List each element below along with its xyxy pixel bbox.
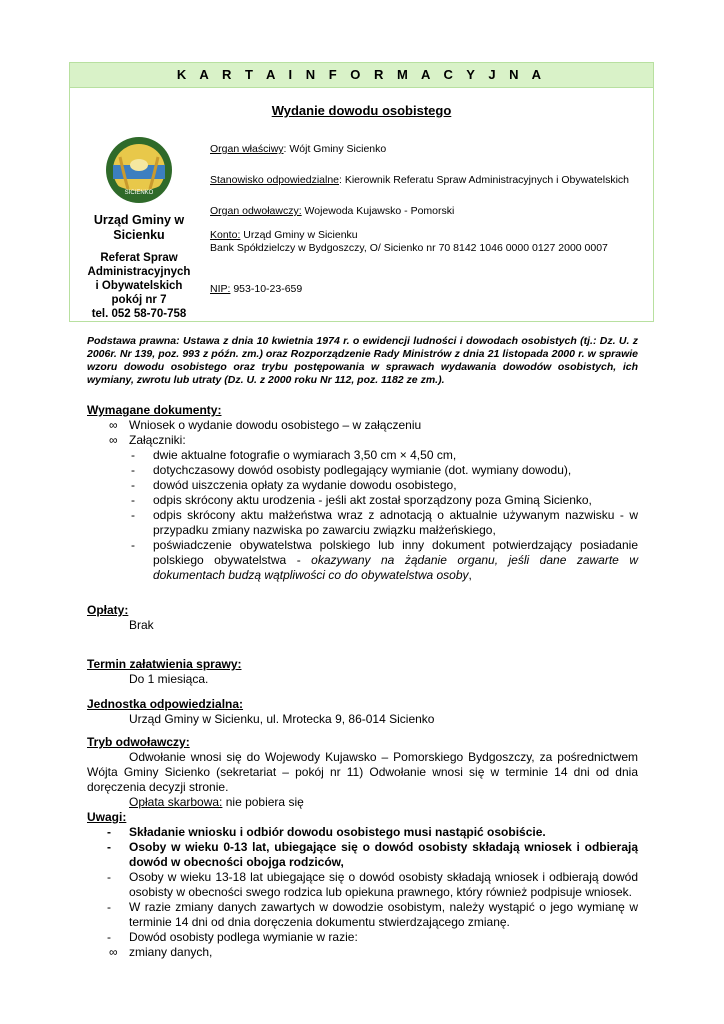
- office-block: [78, 213, 200, 321]
- note-item: - Dowód osobisty podlega wymianie w razie:: [107, 930, 638, 945]
- note-subitem: ∞ zmiany danych,: [109, 945, 638, 960]
- konto-label: Konto:: [210, 229, 241, 241]
- appeal-text: Odwołanie wnosi się do Wojewody Kujawsko – Pomorskiego Bydgoszczy, za pośrednictwem Wójta Gminy Sicienko (sekretariat – pokój nr 11) Odwołanie wnosi się w terminie 14 dni od dnia doręczenia decyzji stronie.: [87, 750, 638, 794]
- unit-heading: Jednostka odpowiedzialna:: [87, 697, 244, 711]
- attachment-item: - dotychczasowy dowód osobisty podlegający wymianie (dot. wymiany dowodu),: [131, 463, 638, 478]
- notes-heading: Uwagi:: [87, 810, 127, 824]
- deadline-value: Do 1 miesiąca.: [129, 672, 209, 686]
- info-card: [69, 62, 654, 322]
- attachment-text: poświadczenie obywatelstwa polskiego lub inny dokument potwierdzający posiadanie polskiego obywatelstwa -: [153, 538, 638, 567]
- notes-list: [87, 825, 638, 945]
- stanowisko-label: Stanowisko odpowiedzialne: [210, 174, 339, 186]
- required-list: [87, 418, 638, 448]
- nip-row: [210, 283, 302, 296]
- konto-value: Urząd Gminy w Sicienku: [240, 229, 358, 241]
- organ-value: : Wójt Gminy Sicienko: [283, 143, 387, 155]
- note-item: - Składanie wniosku i odbiór dowodu osobistego musi nastąpić osobiście.: [107, 825, 638, 840]
- fees-value: Brak: [129, 618, 154, 632]
- attachment-item: - odpis skrócony aktu urodzenia - jeśli akt został sporządzony poza Gminą Sicienko,: [131, 493, 638, 508]
- office-tel: tel. 052 58-70-758: [91, 308, 187, 320]
- deadline-heading: Termin załatwienia sprawy:: [87, 657, 242, 671]
- stamp-fee-row: [87, 795, 638, 810]
- nip-value: 953-10-23-659: [230, 283, 303, 295]
- attachment-end: ,: [468, 568, 472, 582]
- konto-row: [210, 229, 358, 242]
- attachment-item: - odpis skrócony aktu małżeństwa wraz z adnotacją o aktualnie używanym nazwisku - w przypadku zmiany nazwiska po zawarciu związku małżeńskiego,: [131, 508, 638, 538]
- office-room: pokój nr 7: [111, 294, 167, 306]
- attachment-item: - dowód uiszczenia opłaty za wydanie dowodu osobistego,: [131, 478, 638, 493]
- odwolawczy-label: Organ odwoławczy:: [210, 205, 302, 217]
- bank-row: Bank Spółdzielczy w Bydgoszczy, O/ Sicienko nr 70 8142 1046 0000 0127 2000 0007: [210, 242, 608, 254]
- attachment-italic-text: okazywany na żądanie organu, jeśli dane zawarte w dokumentach budzą wątpliwości co do obywatelstwa osoby: [153, 553, 638, 582]
- municipality-emblem-icon: [104, 135, 174, 205]
- card-heading: K A R T A I N F O R M A C Y J N A: [70, 63, 653, 88]
- required-item: ∞ Wniosek o wydanie dowodu osobistego – w załączeniu: [109, 418, 638, 433]
- required-item: ∞ Załączniki:: [109, 433, 638, 448]
- odwolawczy-value: Wojewoda Kujawsko - Pomorski: [301, 205, 455, 217]
- note-item: - W razie zmiany danych zawartych w dowodzie osobistym, należy wystąpić o jego wymianę w terminie 14 dni od dnia doręczenia dokumentu stwierdzającego zmianę.: [107, 900, 638, 930]
- fees-heading: Opłaty:: [87, 603, 129, 617]
- office-dept-1: Referat Spraw: [100, 252, 178, 264]
- notes-sublist: [87, 945, 638, 960]
- odwolawczy-row: [210, 205, 454, 218]
- legal-basis: Podstawa prawna: Ustawa z dnia 10 kwietnia 1974 r. o ewidencji ludności i dowodach osobistych (tj.: Dz. U. z 2006r. Nr 139, poz. 993 z późn. zm.) oraz Rozporządzenie Rady Ministrów z dnia 21 listopada 2000 r. w sprawie wzoru dowodu osobistego oraz trybu postępowania w sprawach wydawania dowodów osobistych, ich wymiany, zwrotu lub utraty (Dz. U. z 2000 roku Nr 112, poz. 1182 ze zm.).: [87, 335, 638, 386]
- attachment-item: - dwie aktualne fotografie o wymiarach 3,50 cm × 4,50 cm,: [131, 448, 638, 463]
- stamp-fee-label: Opłata skarbowa:: [129, 795, 223, 809]
- nip-label: NIP:: [210, 283, 231, 295]
- attachment-item: [131, 538, 638, 583]
- appeal-heading: Tryb odwoławczy:: [87, 735, 190, 749]
- note-item: - Osoby w wieku 0-13 lat, ubiegające się o dowód osobisty składają wniosek i odbierają dowód w obecności obojga rodziców,: [107, 840, 638, 870]
- emblem-text: SICIENKO: [124, 190, 154, 196]
- required-heading: Wymagane dokumenty:: [87, 403, 222, 417]
- stamp-fee-value: nie pobiera się: [222, 795, 304, 809]
- attachments-list: [87, 448, 638, 583]
- office-dept-3: i Obywatelskich: [95, 280, 183, 292]
- stanowisko-row: [210, 174, 629, 187]
- organ-row: [210, 143, 386, 156]
- stanowisko-value: : Kierownik Referatu Spraw Administracyjnych i Obywatelskich: [339, 174, 630, 186]
- document-body: [87, 335, 638, 960]
- unit-value: Urząd Gminy w Sicienku, ul. Mrotecka 9, 86-014 Sicienko: [129, 712, 435, 726]
- office-dept-2: Administracyjnych: [87, 266, 191, 278]
- organ-label: Organ właściwy: [210, 143, 284, 155]
- office-name: Urząd Gminy w Sicienku: [93, 213, 185, 242]
- document-subtitle: Wydanie dowodu osobistego: [271, 103, 452, 118]
- note-item: - Osoby w wieku 13-18 lat ubiegające się o dowód osobisty składają wniosek i odbierają dowód osobisty w obecności swego rodzica lub opiekuna prawnego, który również podpisuje wniosek.: [107, 870, 638, 900]
